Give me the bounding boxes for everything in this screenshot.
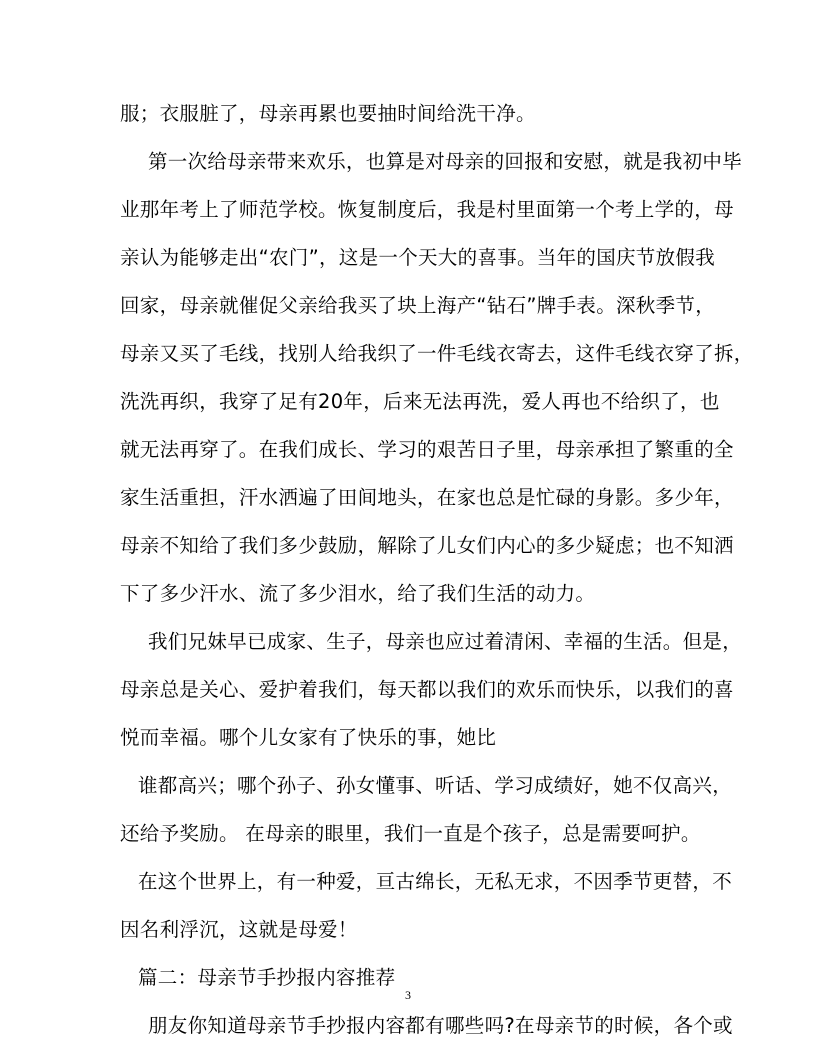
text-line: 因名利浮沉，这就是母爱！ [120, 918, 358, 941]
text-line: 服；衣服脏了，母亲再累也要抽时间给洗干净。 [120, 102, 536, 125]
text-line: 回家，母亲就催促父亲给我买了块上海产“钻石”牌手表。深秋季节， [120, 294, 716, 317]
text-line: 洗洗再织，我穿了足有20年，后来无法再洗，爱人再也不给织了，也 [120, 390, 720, 413]
text-line: 谁都高兴；哪个孙子、孙女懂事、听话、学习成绩好，她不仅高兴， [138, 774, 733, 797]
paragraph-start-line: 我们兄妹早已成家、生子，母亲也应过着清闲、幸福的生活。但是， [148, 630, 743, 653]
text-line: 亲认为能够走出“农门”，这是一个天大的喜事。当年的国庆节放假我 [120, 246, 716, 269]
text-line: 下了多少汗水、流了多少泪水，给了我们生活的动力。 [120, 582, 596, 605]
paragraph-start-line: 在这个世界上，有一种爱，亘古绵长，无私无求，不因季节更替，不 [138, 870, 733, 893]
paragraph-start-line: 朋友你知道母亲节手抄报内容都有哪些吗?在母亲节的时候，各个或 [148, 1014, 733, 1037]
text-line: 还给予奖励。 在母亲的眼里，我们一直是个孩子，总是需要呵护。 [120, 822, 701, 845]
text-line: 母亲不知给了我们多少鼓励，解除了儿女们内心的多少疑虑；也不知洒 [120, 534, 734, 557]
text-line: 家生活重担，汗水洒遍了田间地头，在家也总是忙碌的身影。多少年， [120, 486, 734, 509]
text-line: 母亲总是关心、爱护着我们，每天都以我们的欢乐而快乐，以我们的喜 [120, 678, 734, 701]
paragraph-start-line: 第一次给母亲带来欢乐，也算是对母亲的回报和安慰，就是我初中毕 [148, 150, 743, 173]
text-line: 业那年考上了师范学校。恢复制度后，我是村里面第一个考上学的，母 [120, 198, 734, 221]
text-line: 就无法再穿了。在我们成长、学习的艰苦日子里，母亲承担了繁重的全 [120, 438, 734, 461]
section-heading: 篇二：母亲节手抄报内容推荐 [138, 966, 396, 989]
page-number: 3 [405, 988, 411, 1002]
text-line: 悦而幸福。哪个儿女家有了快乐的事，她比 [120, 726, 497, 749]
text-line: 母亲又买了毛线，找别人给我织了一件毛线衣寄去，这件毛线衣穿了拆， [120, 342, 754, 365]
